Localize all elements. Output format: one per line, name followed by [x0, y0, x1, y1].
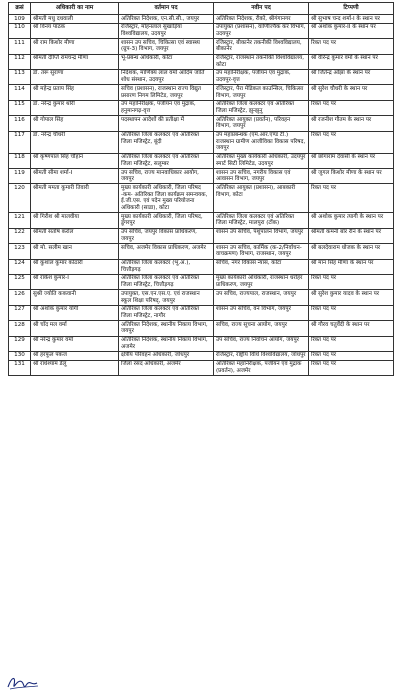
- officer-name-cell: श्री नरेन्द्र कुमार वर्मा: [31, 336, 119, 351]
- serial-cell: 125: [9, 274, 31, 289]
- remarks-cell: श्री अशोक कुमार-II के स्थान पर: [309, 23, 394, 38]
- current-post-cell: उपायुक्त, एस.एन.एस.ए. एवं राजस्थान स्कूल शिक्षा परिषद्, जयपुर: [119, 290, 214, 305]
- current-post-cell: उप सचिव, जयपुर विकास प्राधिकरण, जयपुर: [119, 228, 214, 243]
- table-row: [9, 321, 394, 336]
- new-post-cell: रजिस्ट्रार, बीकानेर तकनीकी विश्वविद्यालय, बीकानेर: [214, 39, 309, 54]
- current-post-cell: सचिव, अजमेर विकास प्राधिकरण, अजमेर: [119, 244, 214, 259]
- header-officer-name: अधिकारी का नाम: [31, 3, 119, 15]
- new-post-cell: अतिरिक्त जिला कलक्टर एवं अतिरिक्त जिला मजिस्ट्रेट, मालपुरा (टोंक): [214, 213, 309, 228]
- new-post-cell: अतिरिक्त निदेशक, रीको, श्रीगंगानगर: [214, 15, 309, 24]
- new-post-cell: उपायुक्त (प्रशासन), वाणिज्यिक कर विभाग, उदयपुर: [214, 23, 309, 38]
- remarks-cell: रिक्त पद पर: [309, 131, 394, 153]
- officer-name-cell: श्री चाँद मल वर्मा: [31, 321, 119, 336]
- table-row: [9, 69, 394, 84]
- serial-cell: 117: [9, 131, 31, 153]
- current-post-cell: शासन उप सचिव, चिकित्सा एवं स्वास्थ्य (ग्रुप-3) विभाग, जयपुर: [119, 39, 214, 54]
- remarks-cell: रिक्त पद पर: [309, 360, 394, 375]
- serial-cell: 111: [9, 39, 31, 54]
- table-body: [9, 15, 394, 376]
- officer-name-cell: श्रीमती संतोष करोल: [31, 228, 119, 243]
- current-post-cell: जिला रसद अधिकारी, अजमेर: [119, 360, 214, 375]
- remarks-cell: रिक्त पद पर: [309, 336, 394, 351]
- current-post-cell: अतिरिक्त निदेशक, स्थानीय निकाय विभाग, जयपुर: [119, 321, 214, 336]
- table-row: [9, 259, 394, 274]
- new-post-cell: उप महाप्रबन्धक (एम.आर.एण्ड टी.) राजस्थान ग्रामीण आजीविका विकास परिषद, जयपुर: [214, 131, 309, 153]
- new-post-cell: शासन उप सचिव, नगरीय विकास एवं आवासन विभाग, जयपुर: [214, 169, 309, 184]
- remarks-cell: श्री सुरेश चौधरी के स्थान पर: [309, 85, 394, 100]
- serial-cell: 124: [9, 259, 31, 274]
- serial-cell: 127: [9, 305, 31, 320]
- officer-name-cell: श्री राकेश कुमार-I: [31, 274, 119, 289]
- table-row: [9, 244, 394, 259]
- serial-cell: 131: [9, 360, 31, 375]
- current-post-cell: उप सचिव, राज्य मानवाधिकार आयोग, जयपुर: [119, 169, 214, 184]
- table-row: [9, 228, 394, 243]
- new-post-cell: शासन उप सचिव, वन विभाग, जयपुर: [214, 305, 309, 320]
- table-header-row: [9, 3, 394, 15]
- serial-cell: 123: [9, 244, 31, 259]
- table-row: [9, 305, 394, 320]
- new-post-cell: रजिस्ट्रार, राजस्थान तकनीकी विश्वविद्यालय, कोटा: [214, 54, 309, 69]
- new-post-cell: उप सचिव, राज्यपाल, राजस्थान, जयपुर: [214, 290, 309, 305]
- remarks-cell: श्री सुभाष चन्द शर्मा-I के स्थान पर: [309, 15, 394, 24]
- current-post-cell: भू-प्रबन्ध अधिकारी, कोटा: [119, 54, 214, 69]
- table-row: [9, 153, 394, 168]
- officer-name-cell: श्री मो. सलीम खान: [31, 244, 119, 259]
- serial-cell: 126: [9, 290, 31, 305]
- current-post-cell: निदेशक, माणिक्य लाल वर्मा आदिम जाति शोध संस्थान, उदयपुर: [119, 69, 214, 84]
- serial-cell: 110: [9, 23, 31, 38]
- current-post-cell: अतिरिक्त जिला कलक्टर एवं अतिरिक्त जिला मजिस्ट्रेट, नागौर: [119, 305, 214, 320]
- remarks-cell: रिक्त पद पर: [309, 39, 394, 54]
- serial-cell: 112: [9, 54, 31, 69]
- current-post-cell: सचिव (प्रशासन), राजस्थान राज्य विद्युत प्रसारण निगम लिमिटेड, जयपुर: [119, 85, 214, 100]
- remarks-cell: रिक्त पद पर: [309, 100, 394, 115]
- table-row: [9, 54, 394, 69]
- serial-cell: 122: [9, 228, 31, 243]
- serial-cell: 130: [9, 351, 31, 360]
- table-row: [9, 131, 394, 153]
- current-post-cell: उप महानिरीक्षक, पंजीयन एवं मुद्रांक, हनुमानगढ़-वृत्त: [119, 100, 214, 115]
- serial-cell: 115: [9, 100, 31, 115]
- officer-name-cell: श्री राधेश्याम डेलू: [31, 360, 119, 375]
- remarks-cell: श्रीमती कमनी बोर रीन के स्थान पर: [309, 228, 394, 243]
- remarks-cell: श्री जुगल किशोर मीणा के स्थान पर: [309, 169, 394, 184]
- current-post-cell: अतिरिक्त जिला कलक्टर एवं अतिरिक्त जिला मजिस्ट्रेट, सलूम्बर: [119, 153, 214, 168]
- serial-cell: 114: [9, 85, 31, 100]
- officer-name-cell: श्रीमती मधु दधवाली: [31, 15, 119, 24]
- header-new-post: नवीन पद: [214, 3, 309, 15]
- new-post-cell: उप महानिरीक्षक, पंजीयन एवं मुद्रांक, उदयपुर-वृत्त: [214, 69, 309, 84]
- current-post-cell: मुख्य कार्यकारी अधिकारी, जिला परिषद -कम- अतिरिक्त जिला कार्यक्रम समन्वयक, ई.जी.एस. एवं पदेन मुख्य परियोजना अधिकारी (साडा), कोटा: [119, 184, 214, 213]
- remarks-cell: श्री छोगाराम देवासी के स्थान पर: [309, 153, 394, 168]
- table-row: [9, 290, 394, 305]
- remarks-cell: रिक्त पद पर: [309, 351, 394, 360]
- serial-cell: 113: [9, 69, 31, 84]
- table-row: [9, 39, 394, 54]
- remarks-cell: रिक्त पद पर: [309, 184, 394, 213]
- table-row: [9, 169, 394, 184]
- table-row: [9, 213, 394, 228]
- officer-name-cell: श्रीमती सीमा शर्मा-I: [31, 169, 119, 184]
- current-post-cell: अतिरिक्त निदेशक, स्थानीय निकाय विभाग, अजमेर: [119, 336, 214, 351]
- current-post-cell: अतिरिक्त निदेशक, एन.सी.सी., जयपुर: [119, 15, 214, 24]
- serial-cell: 129: [9, 336, 31, 351]
- header-serial: क्रसं: [9, 3, 31, 15]
- officer-name-cell: श्री राम किशोर मीणा: [31, 39, 119, 54]
- current-post-cell: पदस्थापन आदेशों की प्रतीक्षा में: [119, 116, 214, 131]
- current-post-cell: अतिरिक्त जिला कलक्टर (भू.अ.), चित्तौड़गढ़: [119, 259, 214, 274]
- table-row: [9, 116, 394, 131]
- serial-cell: 120: [9, 184, 31, 213]
- header-current-post: वर्तमान पद: [119, 3, 214, 15]
- officer-name-cell: सुश्री ज्योति ककवानी: [31, 290, 119, 305]
- new-post-cell: शासन उप सचिव, कार्मिक (क-2/निर्वाचन-वाचक्रमण) विभाग, राजस्थान, जयपुर: [214, 244, 309, 259]
- remarks-cell: रिक्त पद पर: [309, 305, 394, 320]
- remarks-cell: श्री अशोक कुमार त्यागी के स्थान पर: [309, 213, 394, 228]
- remarks-cell: श्री वीरेन्द्र कुमार वर्मा के स्थान पर: [309, 54, 394, 69]
- remarks-cell: श्री रजनीश गौतम के स्थान पर: [309, 116, 394, 131]
- remarks-cell: श्री बलदेवाराम धोजक के स्थान पर: [309, 244, 394, 259]
- new-post-cell: रजिस्ट्रार, राष्ट्रीय विधि विश्वविद्यालय, जोधपुर: [214, 351, 309, 360]
- table-row: [9, 184, 394, 213]
- new-post-cell: अतिरिक्त महानिरीक्षक, पंजीयन एवं मुद्रांक (प्रवर्तन), अजमेर: [214, 360, 309, 375]
- table-row: [9, 336, 394, 351]
- table-row: [9, 274, 394, 289]
- new-post-cell: अतिरिक्त जिला कलक्टर एवं अतिरिक्त जिला मजिस्ट्रेट, झुन्झुनू: [214, 100, 309, 115]
- header-remarks: टिप्पणी: [309, 3, 394, 15]
- remarks-cell: श्री गौरव चतुर्वेदी के स्थान पर: [309, 321, 394, 336]
- table-row: [9, 360, 394, 375]
- officer-name-cell: डॉ. नरेन्द्र कुमार थोरी: [31, 100, 119, 115]
- officer-name-cell: श्री हरफूल पंकज: [31, 351, 119, 360]
- officer-name-cell: श्री कृष्णपाल सिंह चौहान: [31, 153, 119, 168]
- new-post-cell: उप सचिव, राज्य निर्वाचन आयोग, जयपुर: [214, 336, 309, 351]
- officer-name-cell: श्री महेन्द्र प्रताप सिंह: [31, 85, 119, 100]
- new-post-cell: रजिस्ट्रार, पैरा मेडिकल काउन्सिल, चिकित्सा विभाग, जयपुर: [214, 85, 309, 100]
- officer-name-cell: डॉ. तरू सुराणा: [31, 69, 119, 84]
- new-post-cell: अतिरिक्त आयुक्त (प्रवर्तन), परिवहन विभाग, जयपुर: [214, 116, 309, 131]
- table-row: [9, 351, 394, 360]
- officer-name-cell: श्री गिरीश श्री मालवीया: [31, 213, 119, 228]
- table-row: [9, 85, 394, 100]
- officer-name-cell: श्रीमती दीप्ति रामचन्द्र मीणा: [31, 54, 119, 69]
- new-post-cell: सचिव, राज्य सूचना आयोग, जयपुर: [214, 321, 309, 336]
- officer-name-cell: श्री कुशाल कुमार कोठारी: [31, 259, 119, 274]
- officer-name-cell: श्री विनय पाठक: [31, 23, 119, 38]
- current-post-cell: रजिस्ट्रार, मोहनलाल सुखाड़िया विश्वविद्यालय, उदयपुर: [119, 23, 214, 38]
- officer-name-cell: श्री गोपाल सिंह: [31, 116, 119, 131]
- new-post-cell: मुख्य कार्यकारी अधिकारी, राजस्थान धरोहर प्राधिकरण, जयपुर: [214, 274, 309, 289]
- new-post-cell: अतिरिक्त आयुक्त (प्रशासन), आबकारी विभाग, कोटा: [214, 184, 309, 213]
- serial-cell: 121: [9, 213, 31, 228]
- new-post-cell: शासन उप सचिव, पशुपालन विभाग, जयपुर: [214, 228, 309, 243]
- remarks-cell: श्री जितेन्द्र ओझा के स्थान पर: [309, 69, 394, 84]
- transfer-order-table: [8, 2, 394, 376]
- current-post-cell: मुख्य कार्यकारी अधिकारी, जिला परिषद, डूंगरपुर: [119, 213, 214, 228]
- serial-cell: 109: [9, 15, 31, 24]
- serial-cell: 119: [9, 169, 31, 184]
- table-row: [9, 23, 394, 38]
- current-post-cell: क्षेत्रीय परिवहन अधिकारी, जोधपुर: [119, 351, 214, 360]
- remarks-cell: श्री सुरेश कुमार यादव के स्थान पर: [309, 290, 394, 305]
- table-row: [9, 100, 394, 115]
- new-post-cell: सचिव, नगर विकास न्यास, कोटा: [214, 259, 309, 274]
- officer-name-cell: श्रीमती ममता कुमारी तिवारी: [31, 184, 119, 213]
- current-post-cell: अतिरिक्त जिला कलक्टर एवं अतिरिक्त जिला मजिस्ट्रेट, बूंदी: [119, 131, 214, 153]
- remarks-cell: श्री मान सिंह मीणा के स्थान पर: [309, 259, 394, 274]
- officer-name-cell: डॉ. नरेन्द्र चौधरी: [31, 131, 119, 153]
- table-row: [9, 15, 394, 24]
- current-post-cell: अतिरिक्त जिला कलक्टर एवं अतिरिक्त जिला मजिस्ट्रेट, चित्तौड़गढ़: [119, 274, 214, 289]
- remarks-cell: रिक्त पद पर: [309, 274, 394, 289]
- handwritten-signature: [4, 672, 44, 694]
- serial-cell: 128: [9, 321, 31, 336]
- serial-cell: 116: [9, 116, 31, 131]
- new-post-cell: अतिरिक्त मुख्य कार्यकारी अधिकारी, उदयपुर स्मार्ट सिटी लिमिटेड, उदयपुर: [214, 153, 309, 168]
- officer-name-cell: श्री अशोक कुमार योगी: [31, 305, 119, 320]
- serial-cell: 118: [9, 153, 31, 168]
